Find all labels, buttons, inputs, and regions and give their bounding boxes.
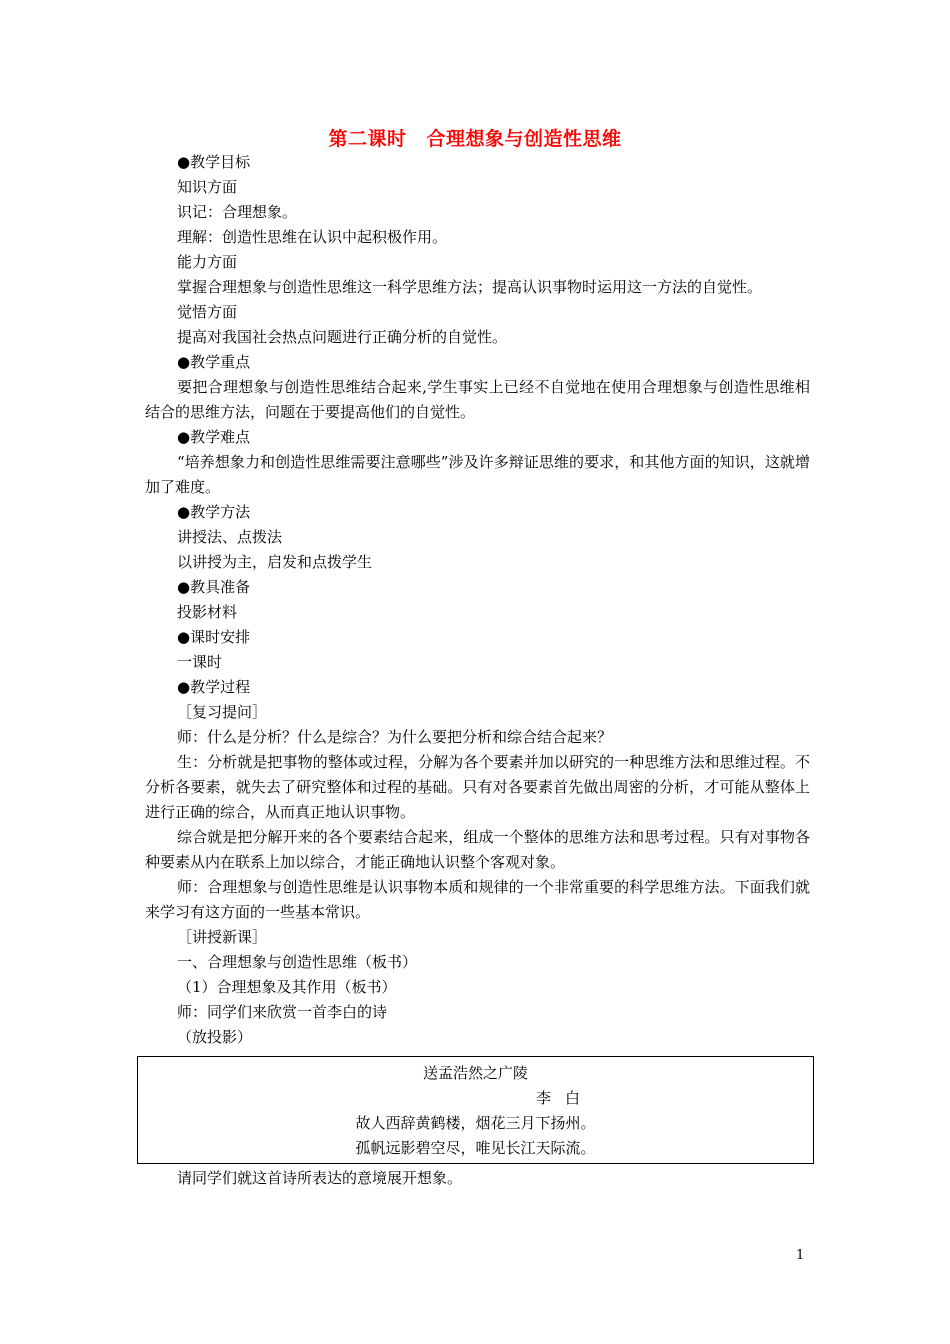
paragraph: 请同学们就这首诗所表达的意境展开想象。 <box>177 1169 463 1187</box>
subheading: 能力方面 <box>177 253 238 271</box>
subheading: 觉悟方面 <box>177 303 238 321</box>
section-heading: ●课时安排 <box>177 628 251 646</box>
section-heading: ●教学重点 <box>177 353 251 371</box>
paragraph: 投影材料 <box>177 603 238 621</box>
title-lesson: 第二课时 <box>328 128 407 150</box>
poem-line: 故人西辞黄鹤楼，烟花三月下扬州。 <box>355 1114 596 1132</box>
page-number: 1 <box>796 1248 805 1263</box>
section-heading: ●教学过程 <box>177 678 251 696</box>
paragraph: 掌握合理想象与创造性思维这一科学思维方法；提高认识事物时运用这一方法的自觉性。 <box>177 278 763 296</box>
paragraph: 讲授法、点拨法 <box>177 528 283 546</box>
subheading: ［讲授新课］ <box>177 928 268 946</box>
section-heading: ●教学方法 <box>177 503 251 521</box>
document-body <box>145 150 810 1191</box>
paragraph: 要把合理想象与创造性思维结合起来,学生事实上已经不自觉地在使用合理想象与创造性思维相结合的思维方法，问题在于要提高他们的自觉性。 <box>145 378 810 421</box>
paragraph: 理解：创造性思维在认识中起积极作用。 <box>177 228 448 246</box>
dialogue-paragraph: 师：同学们来欣赏一首李白的诗 <box>177 1003 388 1021</box>
paragraph: （1）合理想象及其作用（板书） <box>177 978 397 996</box>
section-heading: ●教具准备 <box>177 578 251 596</box>
dialogue-paragraph: 师：什么是分析？什么是综合？为什么要把分析和综合结合起来？ <box>177 728 613 746</box>
page-title <box>0 124 950 151</box>
dialogue-paragraph: 生：分析就是把事物的整体或过程，分解为各个要素并加以研究的一种思维方法和思维过程。不分析各要素，就失去了研究整体和过程的基础。只有对各要素首先做出周密的分析，才可能从整体上进行正确的综合，从而真正地认识事物。 <box>145 753 810 821</box>
paragraph: “培养想象力和创造性思维需要注意哪些”涉及许多辩证思维的要求，和其他方面的知识，这就增加了难度。 <box>145 453 810 496</box>
paragraph: 提高对我国社会热点问题进行正确分析的自觉性。 <box>177 328 508 346</box>
paragraph: 综合就是把分解开来的各个要素结合起来，组成一个整体的思维方法和思考过程。只有对事物各种要素从内在联系上加以综合，才能正确地认识整个客观对象。 <box>145 828 810 871</box>
section-heading: ●教学目标 <box>177 153 251 171</box>
subheading: 知识方面 <box>177 178 238 196</box>
poem-box <box>137 1056 814 1164</box>
paragraph: 识记：合理想象。 <box>177 203 298 221</box>
dialogue-paragraph: 师：合理想象与创造性思维是认识事物本质和规律的一个非常重要的科学思维方法。下面我们就来学习有这方面的一些基本常识。 <box>145 878 810 921</box>
poem-title: 送孟浩然之广陵 <box>422 1064 528 1082</box>
paragraph: （放投影） <box>177 1028 253 1046</box>
paragraph: 一、合理想象与创造性思维（板书） <box>177 953 418 971</box>
poem-author: 李白 <box>536 1089 595 1107</box>
poem-line: 孤帆远影碧空尽，唯见长江天际流。 <box>355 1139 596 1157</box>
paragraph: 以讲授为主，启发和点拨学生 <box>177 553 373 571</box>
section-heading: ●教学难点 <box>177 428 251 446</box>
title-topic: 合理想象与创造性思维 <box>426 128 622 150</box>
subheading: ［复习提问］ <box>177 703 268 721</box>
paragraph: 一课时 <box>177 653 223 671</box>
